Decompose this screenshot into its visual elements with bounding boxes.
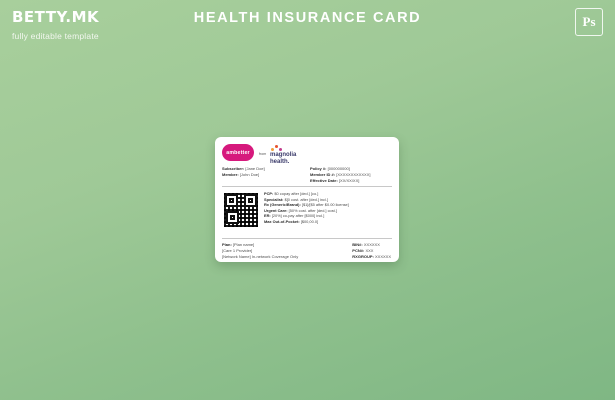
bin-value: XXXXXX [363,242,380,247]
partner-mark-icon [270,145,284,151]
member-label: Member: [222,172,239,177]
card-footer [222,242,392,262]
member-id-value: [XXXXXXXXXXXX] [336,172,371,177]
photoshop-icon: Ps [575,8,603,36]
brand-tagline: fully editable template [12,31,99,41]
benefit-value: [20%] co-pay after [$000] incl.] [271,213,325,219]
identity-right [310,166,371,184]
member-value: [John Doe] [239,172,260,177]
top-bar [0,0,615,46]
policy-label: Policy #: [310,166,327,171]
benefit-value: [50% cost. after [ded.] cost.] [288,207,337,213]
bin-label: BIN#: [352,242,363,247]
benefit-row [264,219,392,225]
plan-provider-value: [Care 1 Provider] [222,248,253,253]
effective-date-row [310,178,371,184]
rxgroup-label: RXGROUP: [352,254,374,259]
network-value: [Network Name] In-network Coverage Only [222,254,299,259]
benefit-label: Rx (Generic/Brand): [264,202,301,208]
insurance-card [215,137,399,262]
rxgroup-row [352,254,391,260]
identity-section [222,166,392,187]
pcn-value: XXX [365,248,374,253]
benefit-value: [$1]/[$5 after $0.00 license] [301,202,349,208]
benefit-label: ER: [264,213,271,219]
benefit-value: $[0 cost. after [ded.] incl.] [284,196,329,202]
member-id-label: Member ID #: [310,172,336,177]
benefit-value: [$00,00.0] [300,218,319,224]
partner-name-line2: health. [270,158,290,165]
benefit-label: Specialist: [264,196,284,202]
policy-value: [000000000] [327,166,350,171]
effective-date-label: Effective Date: [310,178,338,183]
partner-logo [270,145,320,165]
benefit-label: Urgent Care: [264,207,288,213]
plan-value: [Plan name] [232,242,255,247]
rxgroup-value: XXXXXX [374,254,391,259]
subscriber-value: [Jane Doe] [245,166,265,171]
ambetter-logo: ambetter [222,144,254,161]
partner-name-line1: magnolia [270,152,297,158]
benefit-label: Max Out-of-Pocket: [264,218,300,224]
effective-date-value: [XX/XX/XX] [338,178,360,183]
qr-code-icon [223,192,259,228]
brand-logo: BETTY.MK [12,8,100,26]
plan-row [222,254,298,260]
pharmacy-info [352,242,391,260]
member-row [222,172,265,178]
identity-left [222,166,265,178]
benefit-label: PCP: [264,191,274,196]
subscriber-label: Subscriber: [222,166,245,171]
benefit-value: $0 copay after [ded.] [co.] [274,191,319,196]
page-title: HEALTH INSURANCE CARD [193,10,422,26]
benefits-list [264,191,392,225]
benefits-section [222,190,392,239]
plan-info [222,242,298,260]
pcn-label: PCN#: [352,248,365,253]
logo-connector: from [259,152,267,156]
plan-label: Plan: [222,242,232,247]
card-header [222,143,392,165]
